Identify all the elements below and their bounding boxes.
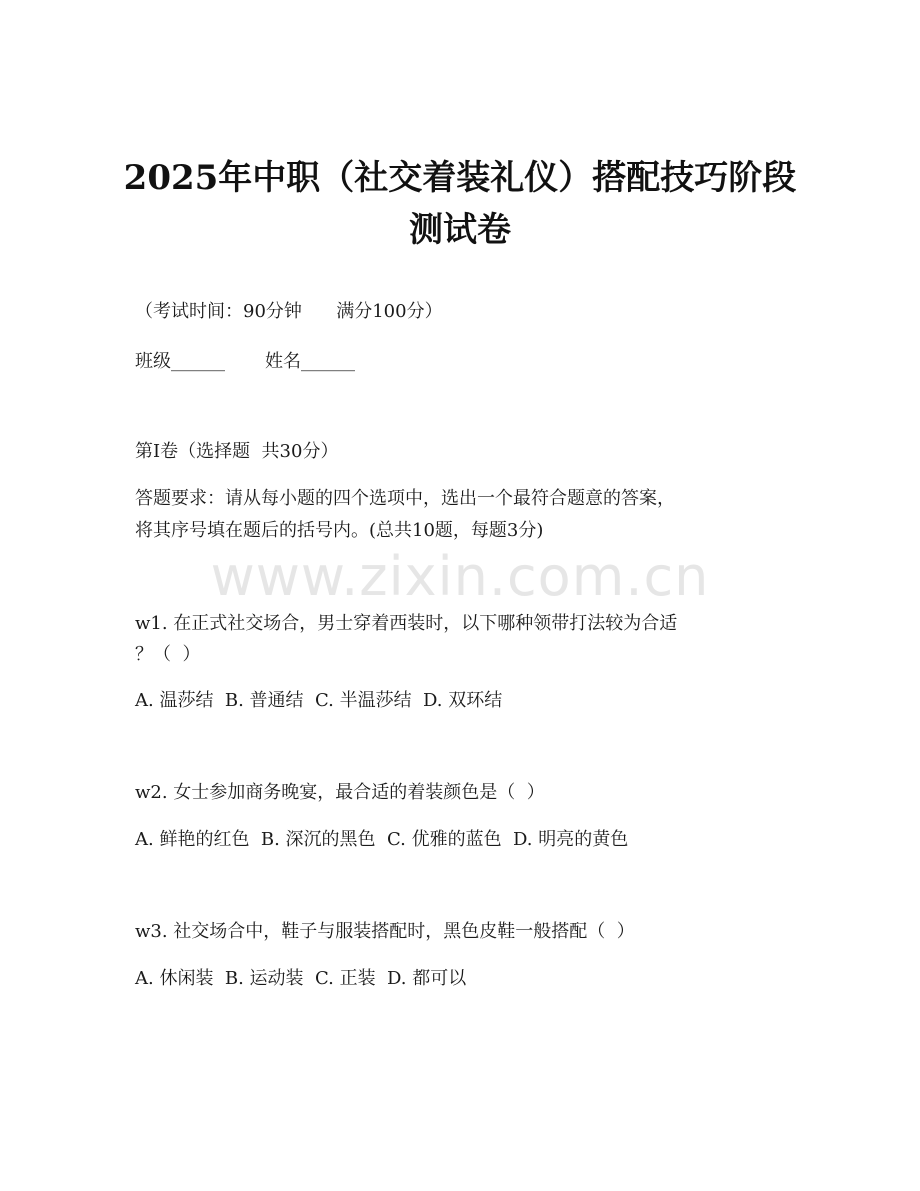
question-3-options: A. 休闲装 B. 运动装 C. 正装 D. 都可以	[135, 968, 467, 989]
question-1-options: A. 温莎结 B. 普通结 C. 半温莎结 D. 双环结	[135, 690, 503, 711]
document-title-line-1: 2025年中职（社交着装礼仪）搭配技巧阶段	[123, 158, 797, 198]
section-heading: 第Ⅰ卷（选择题 共30分）	[135, 441, 339, 462]
watermark: www.zixin.com.cn	[210, 545, 710, 608]
exam-info: （考试时间：90分钟 满分100分）	[135, 301, 443, 322]
question-2-stem: w2. 女士参加商务晚宴，最合适的着装颜色是（ ）	[135, 782, 545, 803]
question-1-stem: w1. 在正式社交场合，男士穿着西装时，以下哪种领带打法较为合适	[135, 613, 678, 634]
instructions-line-1: 答题要求：请从每小题的四个选项中，选出一个最符合题意的答案，	[135, 488, 675, 509]
question-2-options: A. 鲜艳的红色 B. 深沉的黑色 C. 优雅的蓝色 D. 明亮的黄色	[135, 829, 629, 850]
question-3-stem: w3. 社交场合中，鞋子与服装搭配时，黑色皮鞋一般搭配（ ）	[135, 921, 635, 942]
instructions-line-2: 将其序号填在题后的括号内。(总共10题，每题3分)	[135, 520, 544, 541]
question-1-stem-continued: ？（ ）	[135, 644, 201, 665]
document-title-line-2: 测试卷	[409, 210, 511, 250]
class-name-fields: 班级______ 姓名______	[135, 351, 356, 372]
